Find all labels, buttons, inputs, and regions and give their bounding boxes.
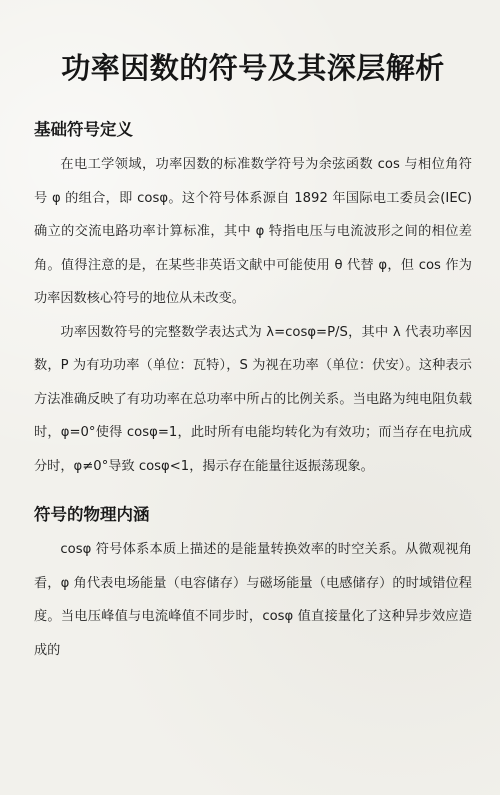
paragraph-power-factor-expression: 功率因数符号的完整数学表达式为 λ=cosφ=P/S，其中 λ 代表功率因数，P 为有功功率（单位：瓦特），S 为视在功率（单位：伏安）。这种表示方法准确反映了有功功率在总功率中所占的比例关系。当电路为纯电阻负载时，φ=0°使得 cosφ=1，此时所有电能均转化为有效功；而当存在电抗成分时，φ≠0°导致 cosφ<1，揭示存在能量往返振荡现象。 <box>34 324 472 474</box>
paragraph-physical-meaning: cosφ 符号体系本质上描述的是能量转换效率的时空关系。从微观视角看，φ 角代表电场能量（电容储存）与磁场能量（电感储存）的时域错位程度。当电压峰值与电流峰值不同步时，cosφ 值直接量化了这种异步效应造成的 <box>34 542 472 658</box>
section-heading-physical-meaning: 符号的物理内涵 <box>34 505 150 524</box>
section-heading-basic-symbol-definition: 基础符号定义 <box>34 120 133 139</box>
page-title: 功率因数的符号及其深层解析 <box>61 51 445 85</box>
paragraph-symbol-definition: 在电工学领域，功率因数的标准数学符号为余弦函数 cos 与相位角符号 φ 的组合，即 cosφ。这个符号体系源自 1892 年国际电工委员会(IEC)确立的交流电路功率计算标准，其中 φ 特指电压与电流波形之间的相位差角。值得注意的是，在某些非英语文献中可能使用 θ 代替 φ，但 cos 作为功率因数核心符号的地位从未改变。 <box>34 157 472 306</box>
